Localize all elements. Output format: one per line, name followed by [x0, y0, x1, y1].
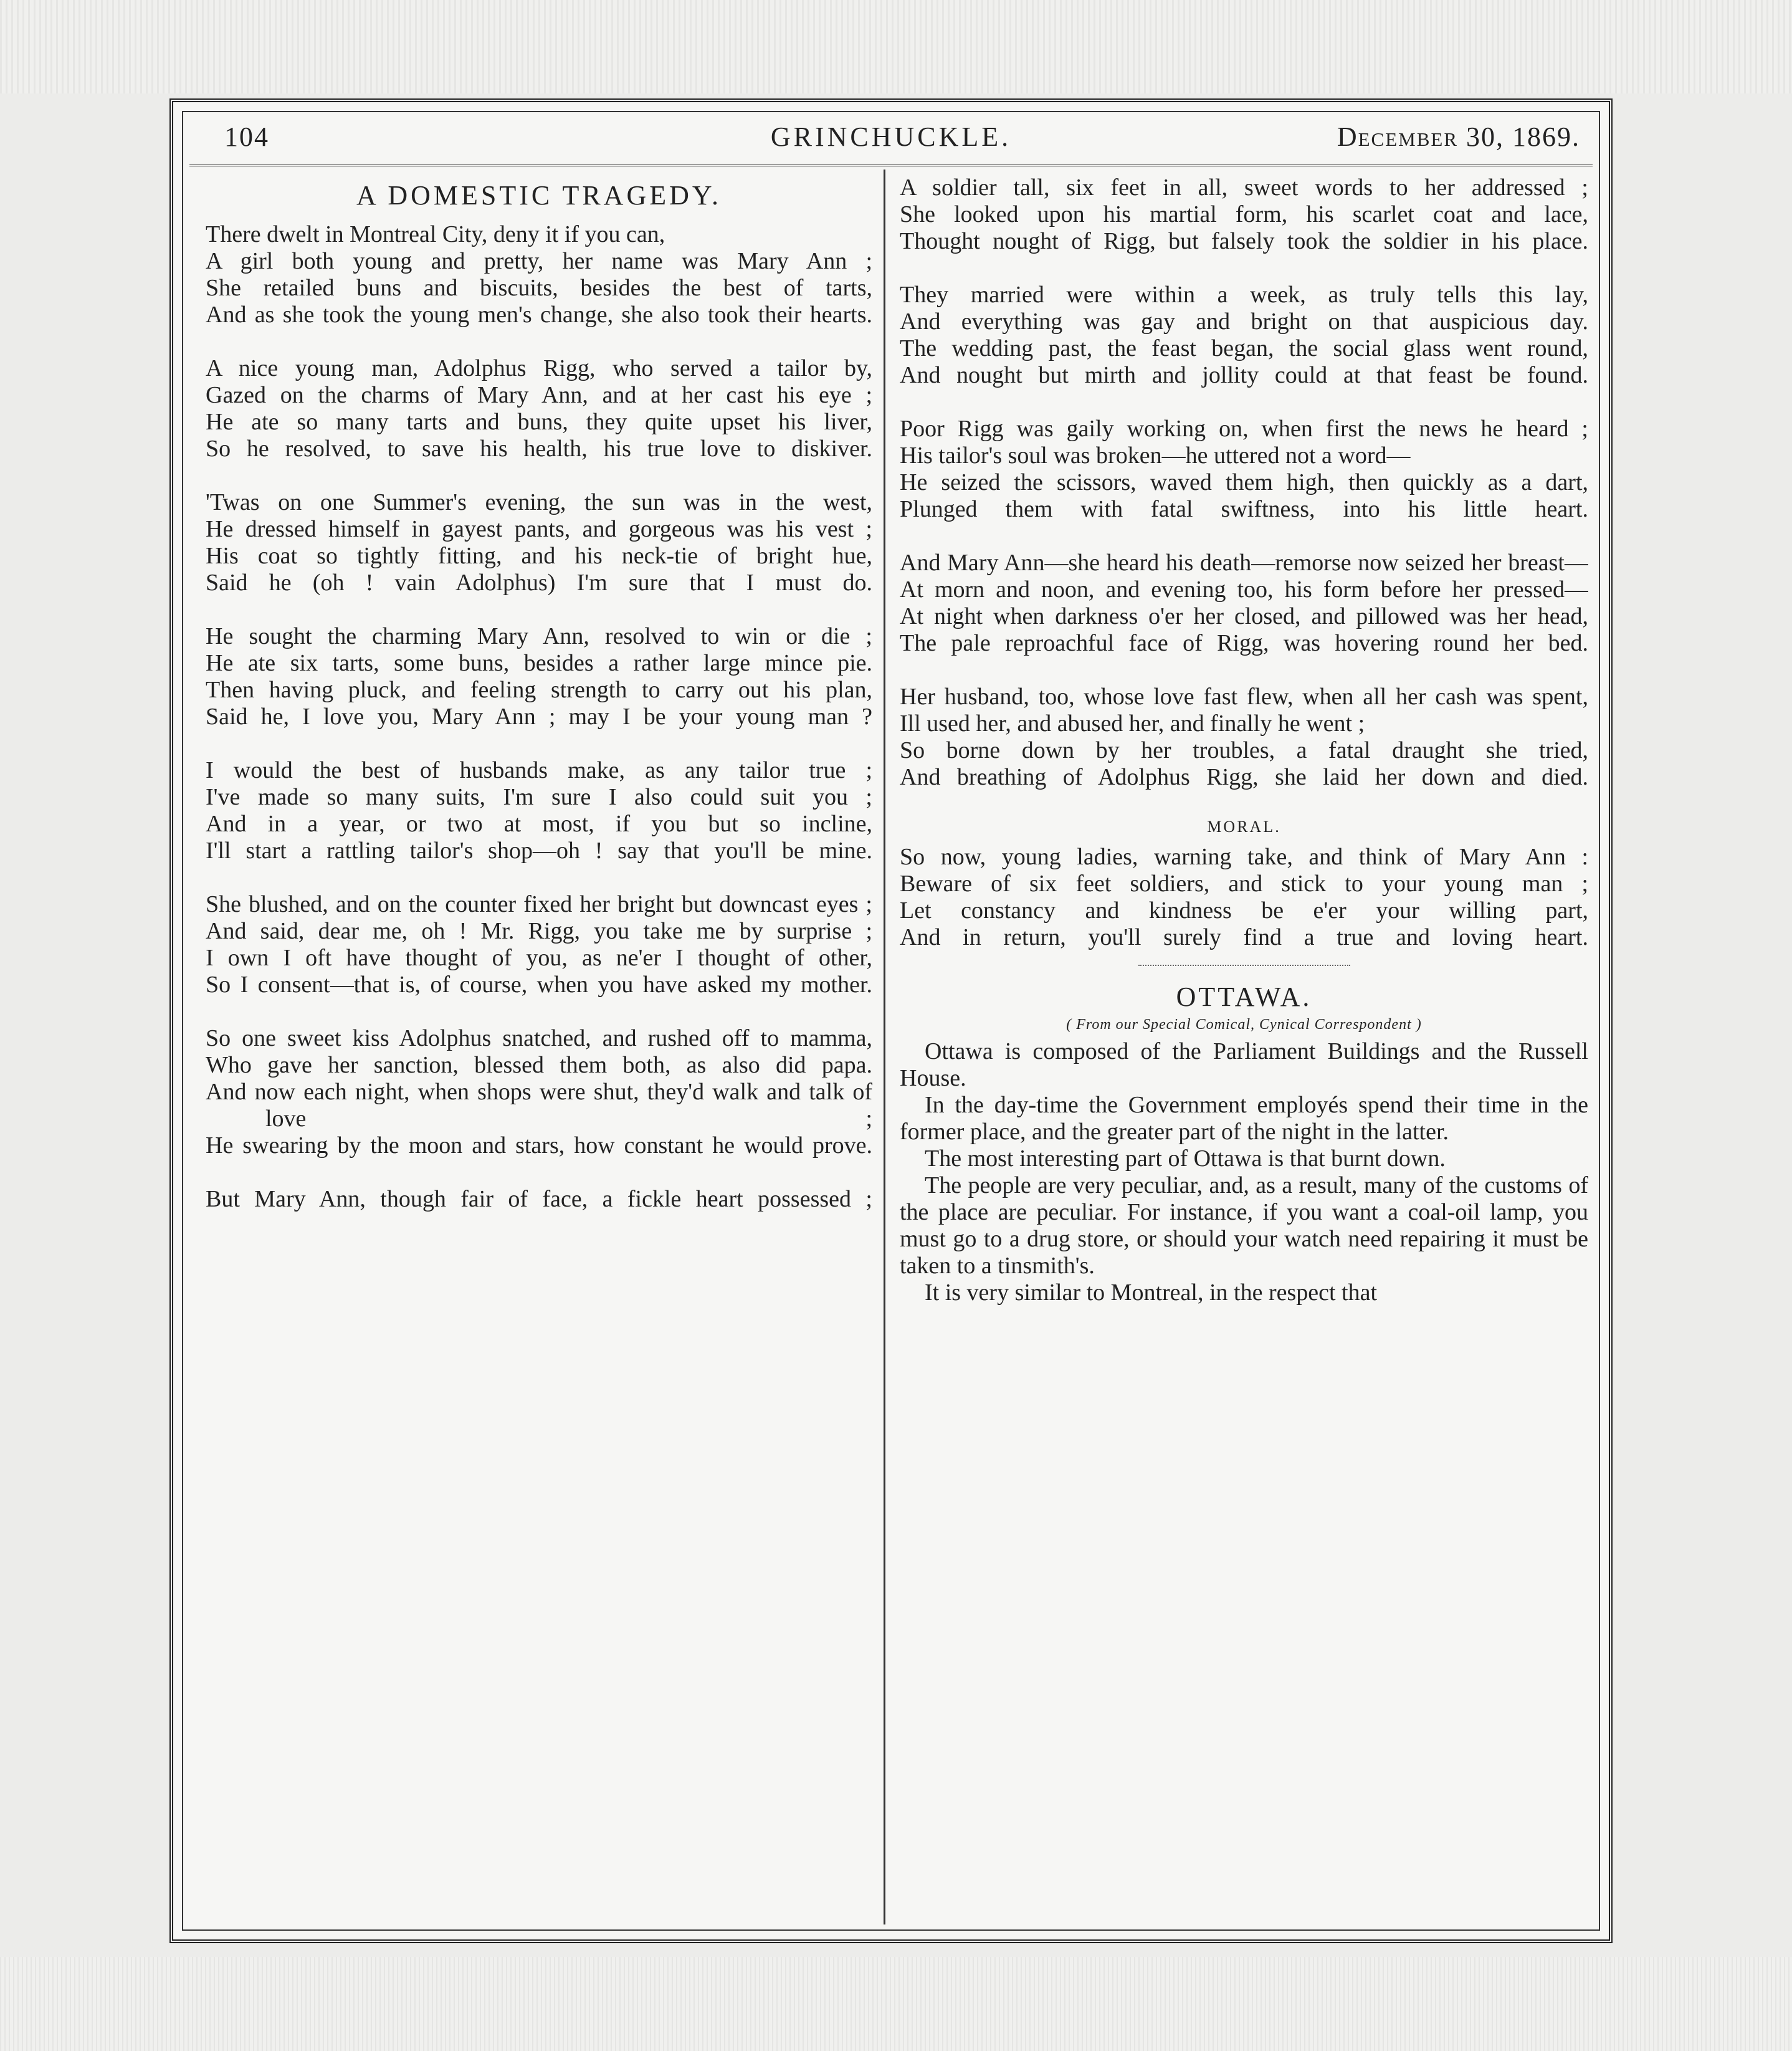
poem-line: A girl both young and pretty, her name was Mary Ann ;: [206, 248, 872, 274]
poem-line: So one sweet kiss Adolphus snatched, and rushed off to mamma,: [206, 1025, 872, 1051]
left-column: [206, 175, 872, 1923]
poem-stanza: [900, 175, 1588, 255]
poem-line: Said he, I love you, Mary Ann ; may I be your young man ?: [206, 704, 872, 730]
poem-line: She blushed, and on the counter fixed her bright but downcast eyes ;: [206, 891, 872, 917]
poem-line: He sought the charming Mary Ann, resolved to win or die ;: [206, 623, 872, 649]
poem-stanza: [206, 891, 872, 998]
poem-line: He dressed himself in gayest pants, and gorgeous was his vest ;: [206, 516, 872, 542]
section-separator: [1138, 965, 1350, 966]
poem-line: There dwelt in Montreal City, deny it if you can,: [206, 221, 665, 247]
moral-line: Beware of six feet soldiers, and stick to your young man ;: [900, 871, 1588, 897]
poem-line: Ill used her, and abused her, and finally he went ;: [900, 710, 1365, 737]
poem-line: He ate so many tarts and buns, they quite upset his liver,: [206, 409, 872, 435]
poem-line: I've made so many suits, I'm sure I also could suit you ;: [206, 784, 872, 810]
poem-line: I would the best of husbands make, as any tailor true ;: [206, 757, 872, 783]
poem-line: She looked upon his martial form, his scarlet coat and lace,: [900, 201, 1588, 227]
poem-line: The wedding past, the feast began, the social glass went round,: [900, 335, 1588, 361]
poem-stanza: [206, 757, 872, 864]
moral-lines: [900, 844, 1588, 951]
poem-line: His tailor's soul was broken—he uttered not a word—: [900, 442, 1411, 469]
poem-line: He ate six tarts, some buns, besides a rather large mince pie.: [206, 650, 872, 676]
poem-line: And breathing of Adolphus Rigg, she laid her down and died.: [900, 764, 1588, 790]
scan-noise-bottom: [0, 1957, 1792, 2051]
poem-line: Then having pluck, and feeling strength to carry out his plan,: [206, 677, 872, 703]
poem-line: And said, dear me, oh ! Mr. Rigg, you take me by surprise ;: [206, 918, 872, 944]
article-paragraph: The people are very peculiar, and, as a result, many of the customs of the place are peculiar. For instance, if you want a coal-oil lamp, you must go to a drug store, or should your watch need repairing it must be taken to a tinsmith's.: [900, 1172, 1588, 1279]
article-paragraph: In the day-time the Government employés spend their time in the former place, and the greater part of the night in the latter.: [900, 1092, 1588, 1145]
article-byline: ( From our Special Comical, Cynical Correspondent ): [1066, 1016, 1422, 1033]
poem-line: The pale reproachful face of Rigg, was hovering round her bed.: [900, 630, 1588, 656]
article-paragraph: It is very similar to Montreal, in the respect that: [925, 1279, 1378, 1306]
poem-line: His coat so tightly fitting, and his neck-tie of bright hue,: [206, 543, 872, 569]
poem-line: 'Twas on one Summer's evening, the sun was in the west,: [206, 489, 872, 515]
page-header: [202, 118, 1580, 158]
poem-line: So borne down by her troubles, a fatal draught she tried,: [900, 737, 1588, 763]
poem-line: Gazed on the charms of Mary Ann, and at her cast his eye ;: [206, 382, 872, 408]
poem-line: And Mary Ann—she heard his death—remorse now seized her breast—: [900, 550, 1588, 576]
poem-line: Poor Rigg was gaily working on, when first the news he heard ;: [900, 416, 1588, 442]
poem-line: And as she took the young men's change, she also took their hearts.: [206, 302, 872, 328]
poem-stanza: [206, 221, 872, 328]
poem-line: I own I oft have thought of you, as ne'er I thought of other,: [206, 945, 872, 971]
poem-line: Plunged them with fatal swiftness, into his little heart.: [900, 496, 1588, 522]
moral-line: And in return, you'll surely find a true and loving heart.: [900, 924, 1588, 950]
poem-stanza: [900, 550, 1588, 657]
issue-date: December 30, 1869.: [1337, 122, 1580, 152]
article-paragraph: The most interesting part of Ottawa is that burnt down.: [925, 1145, 1446, 1172]
right-column: [900, 175, 1588, 1923]
poem-line: He swearing by the moon and stars, how constant he would prove.: [206, 1132, 872, 1159]
masthead: GRINCHUCKLE.: [770, 122, 1012, 152]
poem-line: A soldier tall, six feet in all, sweet words to her addressed ;: [900, 175, 1588, 201]
article-paragraph: Ottawa is composed of the Parliament Buildings and the Russell House.: [900, 1038, 1588, 1091]
poem-line: And in a year, or two at most, if you but so incline,: [206, 811, 872, 837]
poem-stanzas-left: [206, 221, 872, 1213]
poem-line: I'll start a rattling tailor's shop—oh ! say that you'll be mine.: [206, 838, 872, 864]
newspaper-page: [169, 98, 1613, 1943]
poem-line: So I consent—that is, of course, when you have asked my mother.: [206, 972, 872, 998]
poem-stanza: [900, 684, 1588, 791]
poem-line: A nice young man, Adolphus Rigg, who served a tailor by,: [206, 355, 872, 381]
poem-line: She retailed buns and biscuits, besides the best of tarts,: [206, 275, 872, 301]
poem-line: And now each night, when shops were shut, they'd walk and talk of love ;: [206, 1079, 872, 1132]
moral-line: So now, young ladies, warning take, and think of Mary Ann :: [900, 844, 1588, 870]
poem-line: He seized the scissors, waved them high, then quickly as a dart,: [900, 469, 1588, 495]
poem-line: Her husband, too, whose love fast flew, when all her cash was spent,: [900, 684, 1588, 710]
article-title: OTTAWA.: [1176, 982, 1312, 1012]
poem-line: At morn and noon, and evening too, his form before her pressed—: [900, 576, 1588, 603]
poem-stanzas-right: [900, 175, 1588, 791]
poem-line: And nought but mirth and jollity could at that feast be found.: [900, 362, 1588, 388]
article-body: [900, 1038, 1588, 1306]
page-number: 104: [224, 122, 269, 152]
poem-stanza: [206, 489, 872, 596]
poem-line: Thought nought of Rigg, but falsely took the soldier in his place.: [900, 228, 1588, 254]
header-rule: [189, 165, 1593, 166]
poem-stanza: [900, 416, 1588, 523]
poem-stanza: [206, 355, 872, 462]
poem-stanza: [206, 1186, 872, 1213]
column-divider: [884, 170, 885, 1924]
scan-noise-top: [0, 0, 1792, 93]
poem-stanza: [900, 282, 1588, 389]
poem-stanza: [206, 623, 872, 730]
poem-line: And everything was gay and bright on that auspicious day.: [900, 308, 1588, 335]
poem-stanza: [206, 1025, 872, 1159]
poem-line: Said he (oh ! vain Adolphus) I'm sure that I must do.: [206, 570, 872, 596]
poem-line: Who gave her sanction, blessed them both, as also did papa.: [206, 1052, 872, 1078]
poem-line: So he resolved, to save his health, his true love to diskiver.: [206, 436, 872, 462]
moral-heading: MORAL.: [1207, 818, 1281, 836]
poem-line: At night when darkness o'er her closed, and pillowed was her head,: [900, 603, 1588, 629]
poem-line: They married were within a week, as truly tells this lay,: [900, 282, 1588, 308]
moral-line: Let constancy and kindness be e'er your willing part,: [900, 897, 1588, 924]
poem-line: But Mary Ann, though fair of face, a fickle heart possessed ;: [206, 1186, 872, 1212]
page-frame: [182, 111, 1600, 1931]
poem-title: A DOMESTIC TRAGEDY.: [356, 180, 722, 211]
